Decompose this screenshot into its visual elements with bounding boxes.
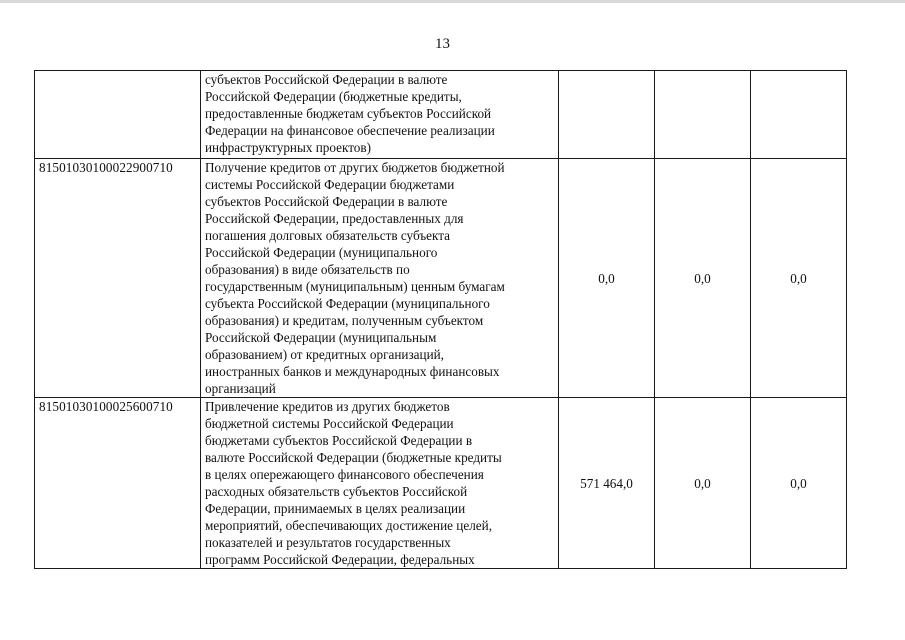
table-row — [35, 398, 847, 569]
table-row — [35, 159, 847, 398]
scan-edge — [0, 0, 905, 3]
budget-name-cell: Получение кредитов от других бюджетов бюджетной системы Российской Федерации бюджетами субъектов Российской Федерации в валюте Российской Федерации, предоставленных для погашения долговых обязательств субъекта Российской Федерации (муниципального образования) в виде обязательств по государственным (муниципальным) ценным бумагам субъекта Российской Федерации (муниципального образования) и кредитам, полученным субъектом Российской Федерации (муниципальным образованием) от кредитных организаций, иностранных банков и международных финансовых организаций — [201, 159, 559, 398]
value-cell-year-1 — [559, 71, 655, 159]
budget-name-cell: субъектов Российской Федерации в валюте Российской Федерации (бюджетные кредиты, предоставленные бюджетам субъектов Российской Федерации на финансовое обеспечение реализации инфраструктурных проектов) — [201, 71, 559, 159]
budget-code-cell — [35, 71, 201, 159]
budget-code-cell: 81501030100022900710 — [35, 159, 201, 398]
value-cell-year-3 — [751, 71, 847, 159]
value-cell-year-1: 571 464,0 — [559, 398, 655, 569]
value-cell-year-2: 0,0 — [655, 398, 751, 569]
page-number: 13 — [435, 36, 450, 52]
table-row — [35, 71, 847, 159]
value-cell-year-1: 0,0 — [559, 159, 655, 398]
budget-code-cell: 81501030100025600710 — [35, 398, 201, 569]
budget-table — [34, 70, 847, 569]
budget-name-cell: Привлечение кредитов из других бюджетов бюджетной системы Российской Федерации бюджетами субъектов Российской Федерации в валюте Российской Федерации (бюджетные кредиты в целях опережающего финансового обеспечения расходных обязательств субъектов Российской Федерации, принимаемых в целях реализации мероприятий, обеспечивающих достижение целей, показателей и результатов государственных программ Российской Федерации, федеральных — [201, 398, 559, 569]
value-cell-year-3: 0,0 — [751, 398, 847, 569]
value-cell-year-3: 0,0 — [751, 159, 847, 398]
value-cell-year-2 — [655, 71, 751, 159]
value-cell-year-2: 0,0 — [655, 159, 751, 398]
